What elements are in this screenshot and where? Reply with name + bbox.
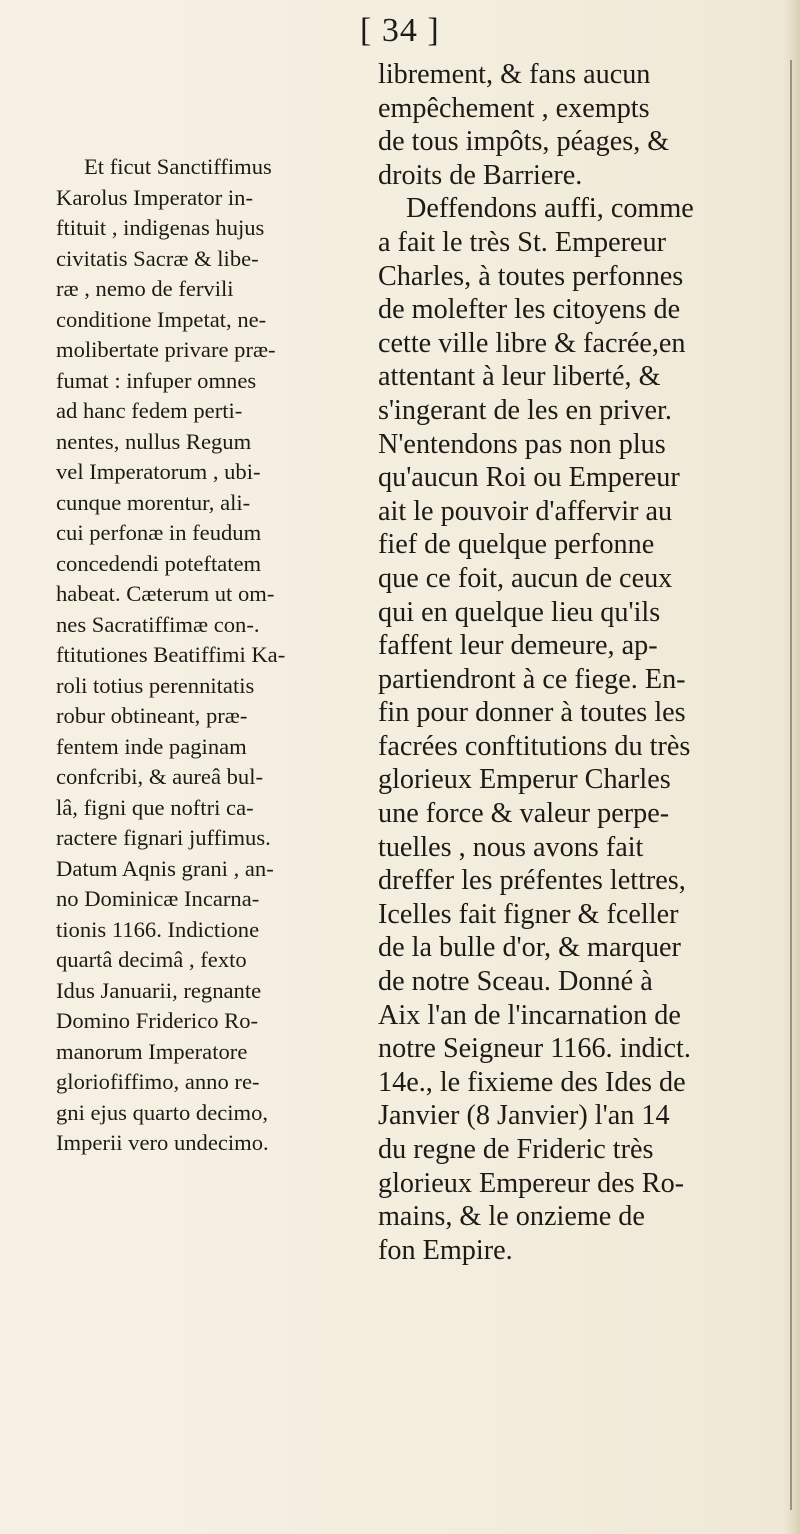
text-line: 14e., le fixieme des Ides de <box>378 1066 686 1098</box>
text-line: glorieux Empereur des Ro- <box>378 1167 685 1199</box>
text-line: mains, & le onzieme de <box>378 1201 645 1233</box>
text-line: ait le pouvoir d'affervir au <box>378 495 673 527</box>
latin-column <box>56 152 338 1159</box>
text-line: empêchement , exempts <box>378 92 650 124</box>
text-line: civitatis Sacræ & libe- <box>56 245 259 271</box>
text-line: droits de Barriere. <box>378 159 583 191</box>
text-line: faffent leur demeure, ap- <box>378 630 658 662</box>
text-line: confcribi, & aureâ bul- <box>56 764 264 789</box>
text-line: lâ, figni que noftri ca- <box>56 794 254 820</box>
text-line: gloriofiffimo, anno re- <box>56 1069 260 1094</box>
page-edge-line <box>790 60 792 1510</box>
text-line: cunque morentur, ali- <box>56 489 251 515</box>
text-line: molibertate privare præ- <box>56 337 276 362</box>
text-line: fon Empire. <box>378 1234 513 1266</box>
text-line: Datum Aqnis grani , an- <box>56 855 274 881</box>
text-line: roli totius perennitatis <box>56 672 255 698</box>
text-line: Domino Friderico Ro- <box>56 1008 259 1033</box>
text-line: manorum Imperatore <box>56 1038 248 1064</box>
text-line: du regne de Frideric très <box>378 1134 654 1165</box>
text-line: Janvier (8 Janvier) l'an 14 <box>378 1100 670 1132</box>
text-line: N'entendons pas non plus <box>378 428 666 460</box>
text-line: attentant à leur liberté, & <box>378 361 661 393</box>
text-line: Deffendons auffi, comme <box>406 193 694 225</box>
text-line: de tous impôts, péages, & <box>378 126 670 158</box>
text-line: ræ , nemo de fervili <box>56 276 234 301</box>
text-line: une force & valeur perpe- <box>378 798 670 830</box>
text-line: fumat : infuper omnes <box>56 367 257 393</box>
text-line: tionis 1166. Indictione <box>56 916 260 942</box>
text-line: vel Imperatorum , ubi- <box>56 459 261 484</box>
text-line: quartâ decimâ , fexto <box>56 947 247 972</box>
text-line: Karolus Imperator in- <box>56 184 254 210</box>
text-line: fin pour donner à toutes les <box>378 697 686 729</box>
text-line: de notre Sceau. Donné à <box>378 966 653 998</box>
text-line: habeat. Cæterum ut om- <box>56 581 275 606</box>
text-line: robur obtineant, præ- <box>56 703 248 728</box>
text-line: cette ville libre & facrée,en <box>378 327 686 359</box>
text-line: fief de quelque perfonne <box>378 529 655 561</box>
french-column <box>378 58 772 1267</box>
text-line: ad hanc fedem perti- <box>56 398 243 423</box>
text-line: a fait le très St. Empereur <box>378 226 667 258</box>
text-line: nes Sacratiffimæ con-. <box>56 611 260 637</box>
text-line: notre Seigneur 1166. indict. <box>378 1033 691 1065</box>
text-line: librement, & fans aucun <box>378 59 651 90</box>
text-line: tuelles , nous avons fait <box>378 831 644 863</box>
text-line: ftituit , indigenas hujus <box>56 215 265 240</box>
text-line: Charles, à toutes perfonnes <box>378 260 684 292</box>
text-line: Et ficut Sanctiffimus <box>84 154 272 179</box>
text-line: Idus Januarii, regnante <box>56 977 262 1003</box>
text-line: qui en quelque lieu qu'ils <box>378 596 661 628</box>
page-number: [ 34 ] <box>360 12 440 49</box>
text-line: Imperii vero undecimo. <box>56 1130 269 1155</box>
text-line: glorieux Emperur Charles <box>378 764 671 796</box>
text-line: s'ingerant de les en priver. <box>378 394 672 426</box>
text-line: ftitutiones Beatiffimi Ka- <box>56 642 286 667</box>
text-line: concedendi poteftatem <box>56 550 262 576</box>
text-line: de molefter les citoyens de <box>378 294 681 326</box>
text-line: no Dominicæ Incarna- <box>56 886 260 911</box>
text-line: gni ejus quarto decimo, <box>56 1099 269 1125</box>
text-line: fentem inde paginam <box>56 733 247 759</box>
text-line: dreffer les préfentes lettres, <box>378 865 686 897</box>
text-line: partiendront à ce fiege. En- <box>378 663 686 695</box>
text-line: de la bulle d'or, & marquer <box>378 932 681 964</box>
text-line: que ce foit, aucun de ceux <box>378 562 673 594</box>
text-line: Aix l'an de l'incarnation de <box>378 999 681 1031</box>
text-line: conditione Impetat, ne- <box>56 306 267 332</box>
text-line: facrées conftitutions du très <box>378 730 691 762</box>
text-line: ractere fignari juffimus. <box>56 825 271 850</box>
text-line: nentes, nullus Regum <box>56 428 252 454</box>
text-line: cui perfonæ in feudum <box>56 520 262 545</box>
text-line: Icelles fait figner & fceller <box>378 898 679 930</box>
text-line: qu'aucun Roi ou Empereur <box>378 462 680 494</box>
